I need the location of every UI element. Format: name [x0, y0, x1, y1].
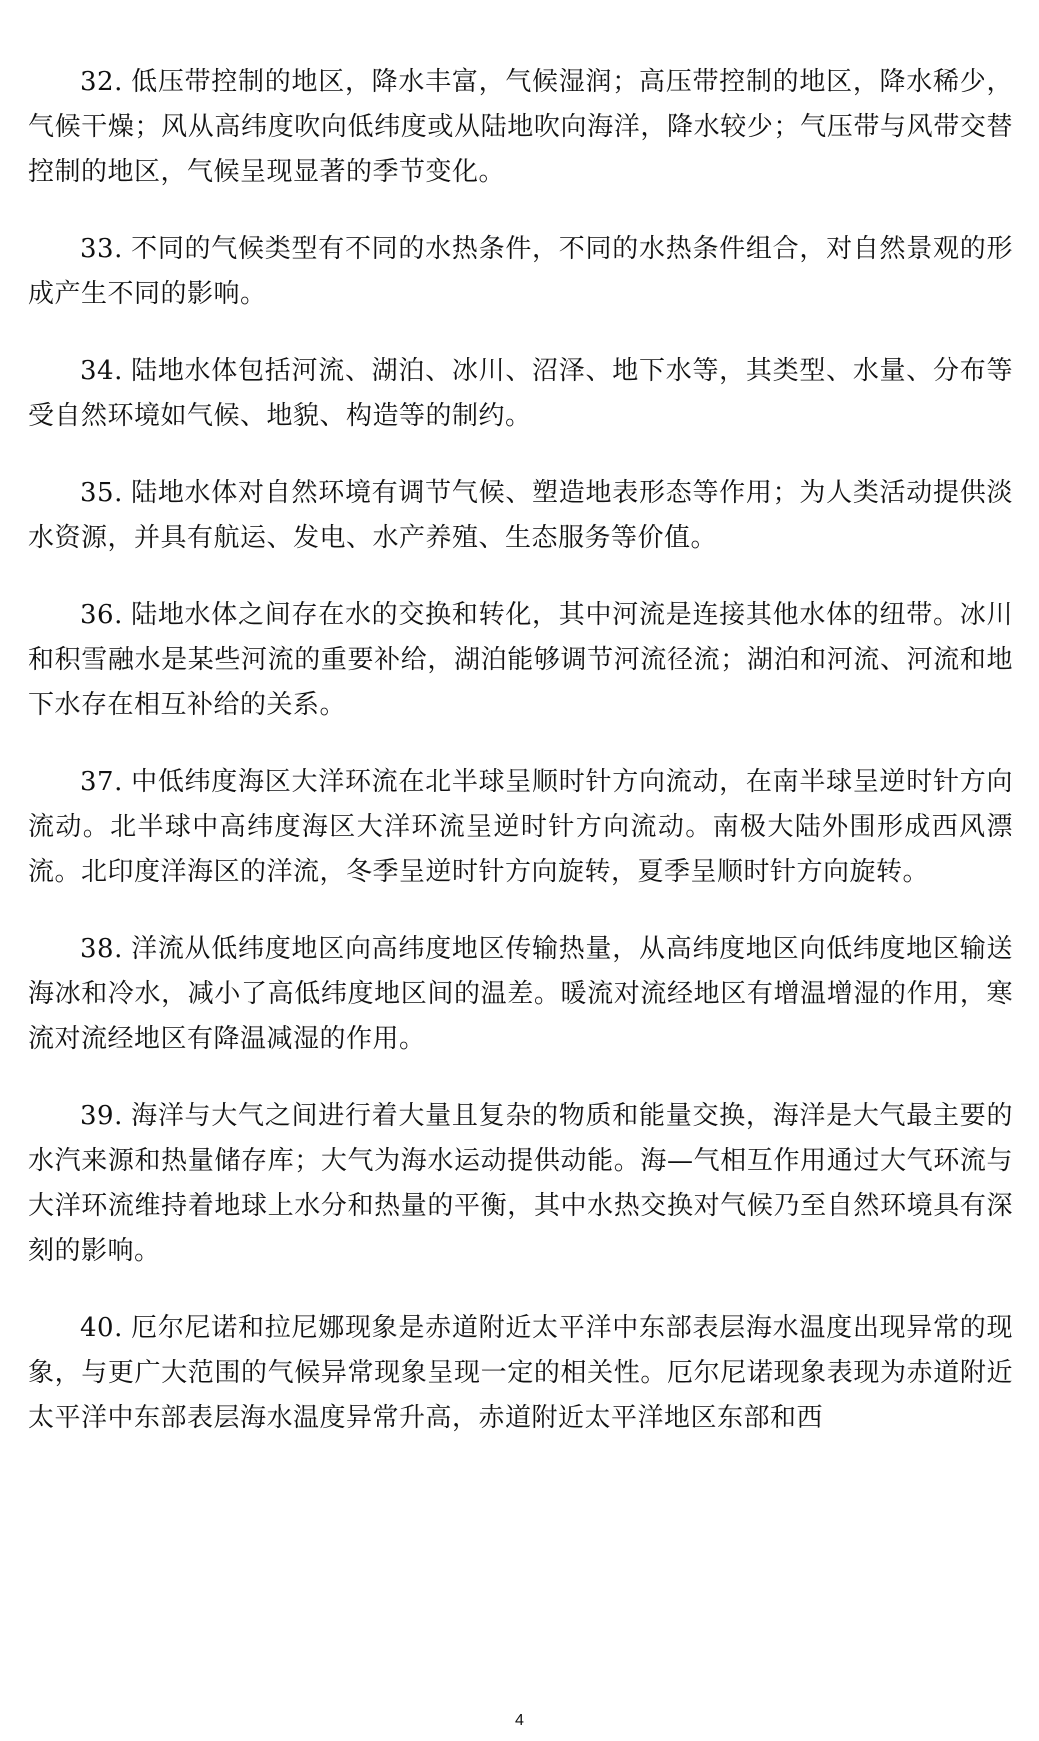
- paragraph-text: 海洋与大气之间进行着大量且复杂的物质和能量交换，海洋是大气最主要的水汽来源和热量储存库；大气为海水运动提供动能。海—气相互作用通过大气环流与大洋环流维持着地球上水分和热量的平衡，其中水热交换对气候乃至自然环境具有深刻的影响。: [28, 1101, 1013, 1266]
- paragraph-number: 32.: [80, 67, 123, 97]
- page-number: 4: [515, 1712, 524, 1729]
- paragraph-32: [28, 60, 1013, 195]
- paragraph-text: 陆地水体对自然环境有调节气候、塑造地表形态等作用；为人类活动提供淡水资源，并具有航运、发电、水产养殖、生态服务等价值。: [28, 478, 1013, 553]
- paragraph-number: 38.: [80, 934, 123, 964]
- paragraph-35: [28, 471, 1013, 561]
- paragraph-36: [28, 593, 1013, 728]
- paragraph-text: 陆地水体包括河流、湖泊、冰川、沼泽、地下水等，其类型、水量、分布等受自然环境如气候、地貌、构造等的制约。: [28, 356, 1013, 431]
- paragraph-text: 中低纬度海区大洋环流在北半球呈顺时针方向流动，在南半球呈逆时针方向流动。北半球中高纬度海区大洋环流呈逆时针方向流动。南极大陆外围形成西风漂流。北印度洋海区的洋流，冬季呈逆时针方向旋转，夏季呈顺时针方向旋转。: [28, 767, 1013, 887]
- paragraph-text: 不同的气候类型有不同的水热条件，不同的水热条件组合，对自然景观的形成产生不同的影响。: [28, 234, 1013, 309]
- paragraph-33: [28, 227, 1013, 317]
- document-body: [28, 60, 1013, 1473]
- paragraph-34: [28, 349, 1013, 439]
- paragraph-number: 36.: [80, 600, 123, 630]
- paragraph-number: 40.: [80, 1313, 123, 1343]
- paragraph-number: 39.: [80, 1101, 123, 1131]
- paragraph-40: [28, 1306, 1013, 1441]
- paragraph-text: 洋流从低纬度地区向高纬度地区传输热量，从高纬度地区向低纬度地区输送海冰和冷水，减小了高低纬度地区间的温差。暖流对流经地区有增温增湿的作用，寒流对流经地区有降温减湿的作用。: [28, 934, 1013, 1054]
- paragraph-number: 37.: [80, 767, 123, 797]
- paragraph-38: [28, 927, 1013, 1062]
- paragraph-text: 低压带控制的地区，降水丰富，气候湿润；高压带控制的地区，降水稀少，气候干燥；风从高纬度吹向低纬度或从陆地吹向海洋，降水较少；气压带与风带交替控制的地区，气候呈现显著的季节变化。: [28, 67, 1013, 187]
- paragraph-39: [28, 1094, 1013, 1274]
- paragraph-37: [28, 760, 1013, 895]
- paragraph-text: 厄尔尼诺和拉尼娜现象是赤道附近太平洋中东部表层海水温度出现异常的现象，与更广大范围的气候异常现象呈现一定的相关性。厄尔尼诺现象表现为赤道附近太平洋中东部表层海水温度异常升高，赤道附近太平洋地区东部和西: [28, 1313, 1013, 1433]
- paragraph-text: 陆地水体之间存在水的交换和转化，其中河流是连接其他水体的纽带。冰川和积雪融水是某些河流的重要补给，湖泊能够调节河流径流；湖泊和河流、河流和地下水存在相互补给的关系。: [28, 600, 1013, 720]
- paragraph-number: 34.: [80, 356, 123, 386]
- paragraph-number: 33.: [80, 234, 123, 264]
- paragraph-number: 35.: [80, 478, 123, 508]
